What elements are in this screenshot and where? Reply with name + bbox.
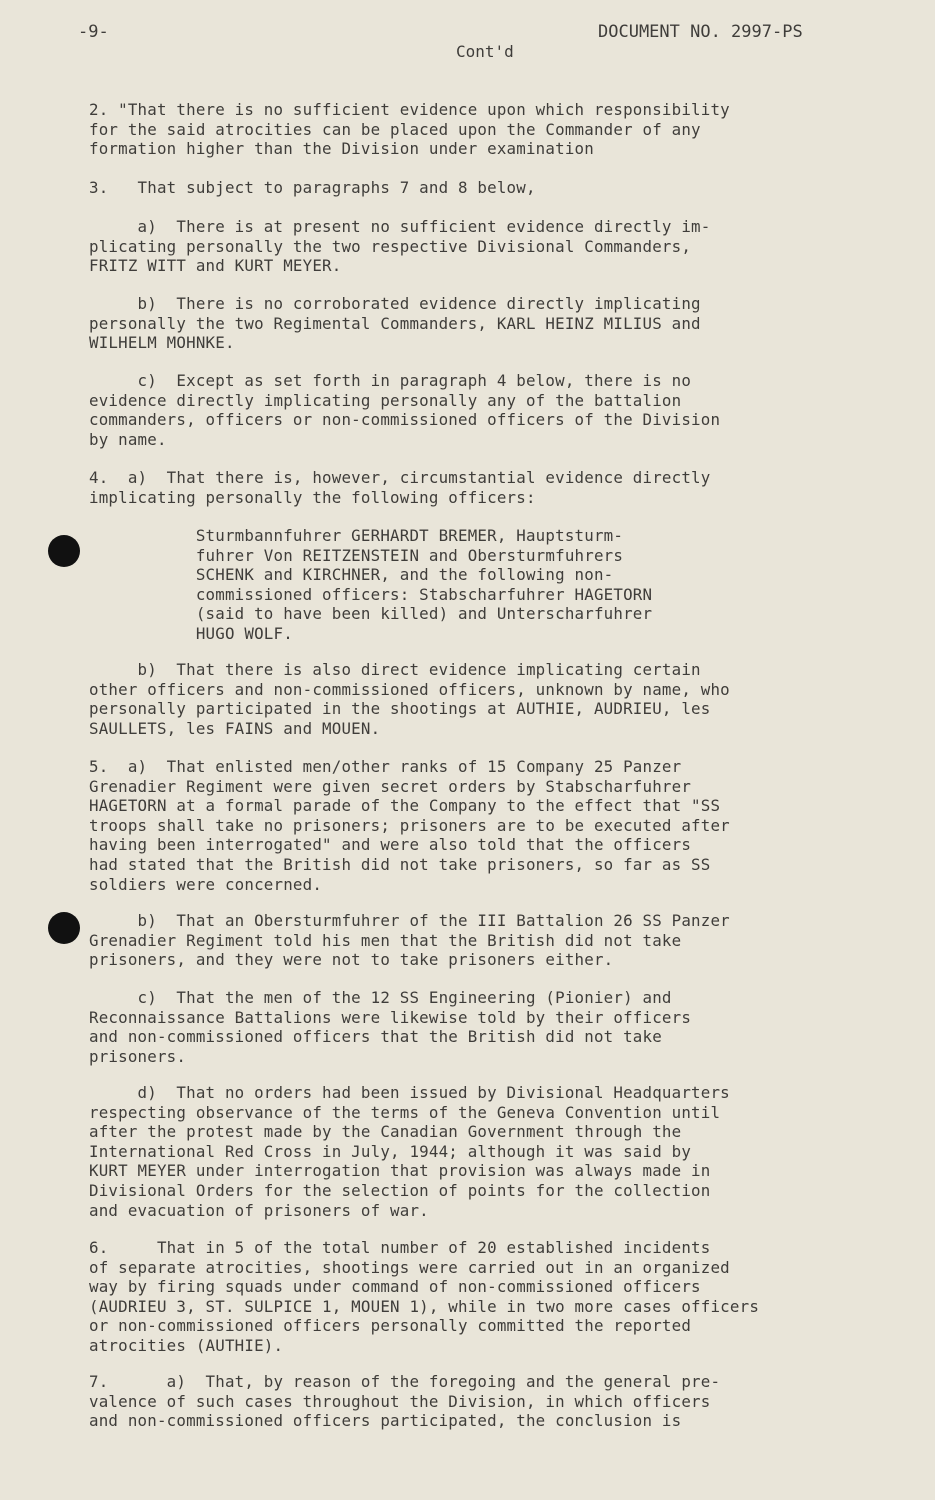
text-line: HAGETORN at a formal parade of the Company to the effect that "SS xyxy=(89,796,721,816)
text-line: c) Except as set forth in paragraph 4 below, there is no xyxy=(89,371,692,390)
paragraph xyxy=(89,911,730,970)
text-line: after the protest made by the Canadian Government through the xyxy=(89,1122,682,1142)
text-line: atrocities (AUTHIE). xyxy=(89,1335,284,1355)
text-line: b) There is no corroborated evidence directly implicating xyxy=(89,294,701,313)
text-line: formation higher than the Division under examination xyxy=(89,139,594,159)
text-line: plicating personally the two respective Divisional Commanders, xyxy=(89,236,692,256)
text-line: troops shall take no prisoners; prisoners are to be executed after xyxy=(89,815,730,835)
text-line: prisoners. xyxy=(89,1046,187,1066)
text-line: 3. That subject to paragraphs 7 and 8 below, xyxy=(89,178,536,197)
paragraph xyxy=(89,100,730,159)
text-line: (said to have been killed) and Unterscharfuhrer xyxy=(89,604,653,624)
paragraph xyxy=(89,757,730,894)
text-line: c) That the men of the 12 SS Engineering (Pionier) and xyxy=(89,988,672,1007)
paragraph xyxy=(89,178,536,198)
text-line: fuhrer Von REITZENSTEIN and Obersturmfuhrers xyxy=(89,545,624,565)
text-line: prisoners, and they were not to take prisoners either. xyxy=(89,950,614,970)
text-line: b) That there is also direct evidence implicating certain xyxy=(89,660,701,679)
paragraph xyxy=(89,217,710,276)
text-line: 5. a) That enlisted men/other ranks of 15 Company 25 Panzer xyxy=(89,757,682,776)
text-line: Grenadier Regiment told his men that the British did not take xyxy=(89,930,682,950)
text-line: b) That an Obersturmfuhrer of the III Battalion 26 SS Panzer xyxy=(89,911,730,930)
text-line: 2. "That there is no sufficient evidence upon which responsibility xyxy=(89,100,730,119)
text-line: other officers and non-commissioned officers, unknown by name, who xyxy=(89,679,730,699)
text-line: for the said atrocities can be placed upon the Commander of any xyxy=(89,119,701,139)
document-number: DOCUMENT NO. 2997-PS xyxy=(598,22,803,42)
continued-label: Cont'd xyxy=(456,42,514,61)
text-line: 4. a) That there is, however, circumstantial evidence directly xyxy=(89,468,711,487)
paragraph xyxy=(89,371,720,449)
paragraph xyxy=(89,1083,730,1220)
text-line: and evacuation of prisoners of war. xyxy=(89,1200,429,1220)
text-line: KURT MEYER under interrogation that provision was always made in xyxy=(89,1161,711,1181)
text-line: 7. a) That, by reason of the foregoing and the general pre- xyxy=(89,1372,721,1391)
punch-hole-top xyxy=(48,535,80,567)
text-line: had stated that the British did not take prisoners, so far as SS xyxy=(89,854,711,874)
text-line: by name. xyxy=(89,429,167,449)
text-line: or non-commissioned officers personally committed the reported xyxy=(89,1316,692,1336)
text-line: (AUDRIEU 3, ST. SULPICE 1, MOUEN 1), while in two more cases officers xyxy=(89,1296,760,1316)
text-line: personally the two Regimental Commanders, KARL HEINZ MILIUS and xyxy=(89,313,701,333)
text-line: SCHENK and KIRCHNER, and the following non- xyxy=(89,565,614,585)
text-line: way by firing squads under command of non-commissioned officers xyxy=(89,1277,701,1297)
text-line: International Red Cross in July, 1944; although it was said by xyxy=(89,1141,692,1161)
text-line: FRITZ WITT and KURT MEYER. xyxy=(89,256,342,276)
text-line: a) There is at present no sufficient evidence directly im- xyxy=(89,217,711,236)
text-line: and non-commissioned officers that the British did not take xyxy=(89,1027,662,1047)
text-line: SAULLETS, les FAINS and MOUEN. xyxy=(89,718,381,738)
paragraph xyxy=(89,660,730,738)
paragraph xyxy=(89,1372,720,1431)
text-line: implicating personally the following officers: xyxy=(89,487,536,507)
text-line: valence of such cases throughout the Division, in which officers xyxy=(89,1391,711,1411)
text-line: d) That no orders had been issued by Divisional Headquarters xyxy=(89,1083,730,1102)
text-line: Reconnaissance Battalions were likewise told by their officers xyxy=(89,1007,692,1027)
text-line: evidence directly implicating personally any of the battalion xyxy=(89,390,682,410)
paragraph xyxy=(89,526,652,644)
text-line: commanders, officers or non-commissioned officers of the Division xyxy=(89,410,721,430)
punch-hole-bottom xyxy=(48,912,80,944)
text-line: Grenadier Regiment were given secret orders by Stabscharfuhrer xyxy=(89,776,692,796)
text-line: 6. That in 5 of the total number of 20 established incidents xyxy=(89,1238,711,1257)
text-line: Divisional Orders for the selection of points for the collection xyxy=(89,1180,711,1200)
text-line: personally participated in the shootings at AUTHIE, AUDRIEU, les xyxy=(89,699,711,719)
text-line: having been interrogated" and were also told that the officers xyxy=(89,835,692,855)
text-line: Sturmbannfuhrer GERHARDT BREMER, Hauptsturm- xyxy=(89,526,624,545)
page-number: -9- xyxy=(78,22,109,42)
paragraph xyxy=(89,988,691,1066)
paragraph xyxy=(89,294,701,353)
text-line: WILHELM MOHNKE. xyxy=(89,333,235,353)
paragraph xyxy=(89,468,710,507)
text-line: respecting observance of the terms of the Geneva Convention until xyxy=(89,1102,721,1122)
text-line: and non-commissioned officers participated, the conclusion is xyxy=(89,1411,682,1431)
text-line: commissioned officers: Stabscharfuhrer HAGETORN xyxy=(89,584,653,604)
paragraph xyxy=(89,1238,759,1356)
text-line: soldiers were concerned. xyxy=(89,874,323,894)
text-line: of separate atrocities, shootings were carried out in an organized xyxy=(89,1257,730,1277)
text-line: HUGO WOLF. xyxy=(89,623,293,643)
